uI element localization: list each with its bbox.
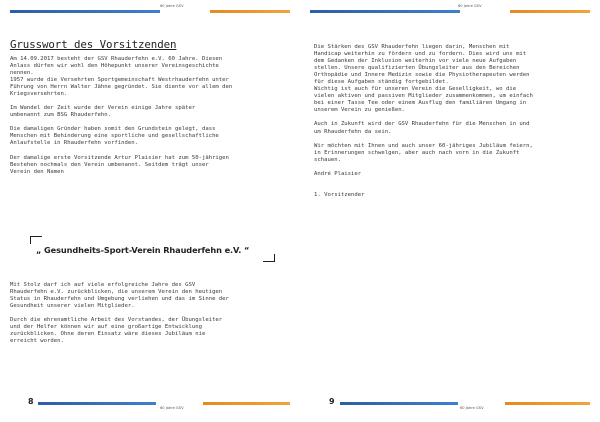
text-line: Durch die ehrenamtliche Arbeit des Vorstandes, der Übungsleiter [10,317,223,324]
text-line: Im Wandel der Zeit wurde der Verein einige Jahre später [10,105,196,112]
text-line: umbenannt zum BSG Rhauderfehn. [10,112,112,119]
text-line: Mit Stolz darf ich auf viele erfolgreiche Jahre des GSV [10,282,196,288]
text-line: Bestehen nochmals den Verein umbenannt. Seitdem trägt unser [10,161,209,168]
header-bar-orange-left [210,10,290,13]
page-number-right: 9 [329,397,335,406]
paragraph-pride [10,282,292,310]
header-bar-blue-left [10,10,160,13]
text-line: Verein den Namen [10,168,64,175]
text-line: 1957 wurde die Versehrten Sportgemeinschaft Westrhauderfehn unter [10,77,229,84]
footer-label-right: 60 Jahre GSV [460,406,484,410]
left-text-top [10,56,292,176]
header-bar-right [310,10,590,13]
text-line: dem Gedanken der Inklusion weiterhin vor viele neue Aufgaben [314,58,517,65]
text-line: Führung von Herrn Walter Jähne gegründet. Sie diente vor allem den [10,84,233,91]
text-line: Der damalige erste Vorsitzende Artur Plaisier hat zum 50-jährigen [10,154,229,161]
paragraph-intro [10,56,292,98]
text-line: bei einer Tasse Tee oder einem Ausflug den familiären Umgang in [314,100,527,107]
text-line: Menschen mit Behinderung eine sportliche und gesellschaftliche [10,133,219,140]
text-line: in Erinnerungen schwelgen, aber auch nach vorn in die Zukunft [314,149,520,156]
text-line: Die damaligen Gründer haben somit den Grundstein gelegt, dass [10,126,216,133]
text-line: Gesundheit unserer vielen Mitglieder. [10,303,135,310]
footer-bar-orange-left [203,402,290,405]
text-line: Handicap weiterhin zu fördern und zu fordern. Dies wird uns mit [314,51,527,58]
text-line: stellen. Unsere qualifizierten Übungsleiter aus den Bereichen [314,65,520,72]
text-line: Anlass dürfen wir wohl den Höhepunkt unserer Vereinsgeschichte [10,63,219,70]
text-line: um Rhauderfehn da sein. [314,128,392,135]
footer-bar-left [38,402,290,405]
text-line: schauen. [314,156,341,163]
signature-name [314,171,594,178]
paragraph-founders [10,126,292,147]
text-line: Status in Rhauderfehn und Umgebung verliehen und das im Sinne der [10,296,229,303]
banner-corner-top-left [30,236,42,244]
banner-corner-bottom-right [263,254,275,262]
paragraph-chairman [10,155,292,176]
paragraph-strengths [314,44,594,114]
left-text-bottom [10,282,292,345]
footer-bar-blue-right [340,402,458,405]
footer-bar-right [340,402,590,405]
text-line: und der Helfer können wir auf eine großartige Entwicklung [10,324,202,331]
text-line: vielen aktiven und passiven Mitglieder zusammenkommen, um einfach [314,93,533,100]
text-line: zurückblicken. Ohne deren Einsatz wäre dieses Jubiläum nie [10,331,206,338]
paragraph-rename [10,105,292,119]
header-label-right: 60 Jahre GSV [458,4,482,8]
text-line: Auch in Zukunft wird der GSV Rhauderfehn für die Menschen in und [314,121,530,128]
text-line: Wichtig ist auch für unseren Verein die Geselligkeit, wo die [314,86,517,93]
club-name: „ Gesundheits-Sport-Verein Rhauderfehn e.V. “ [36,245,250,255]
text-line: erreicht worden. [10,338,64,345]
signature-title [314,192,594,199]
text-line: 1. Vorsitzender [314,191,365,198]
page-number-left: 8 [28,397,34,406]
text-line: für diese Aufgaben ständig fortgebildet. [314,79,449,86]
footer-bar-orange-right [505,402,590,405]
paragraph-volunteers [10,317,292,345]
footer-bar-blue-left [38,402,156,405]
text-line: André Plaisier [314,170,362,177]
text-line: Am 14.09.2017 besteht der GSV Rhauderfehn e.V. 60 Jahre. Diesen [10,56,223,62]
text-line: unserem Verein zu genießen. [314,107,405,114]
paragraph-celebrate [314,143,594,164]
footer-label-left: 60 Jahre GSV [160,406,184,410]
text-line: Rhauderfehn e.V. zurückblicken, die unserem Verein den heutigen [10,289,223,296]
club-name-banner [30,236,275,262]
text-line: Orthopädie und Innere Medizin sowie die Physiotherapeuten werden [314,72,530,79]
page-title: Grusswort des Vorsitzenden [10,38,177,51]
header-bar-orange-right [510,10,590,13]
text-line: Die Stärken des GSV Rhauderfehn liegen darin, Menschen mit [314,44,510,50]
header-bar-blue-right [310,10,460,13]
text-line: nennen. [10,70,34,77]
paragraph-future [314,121,594,135]
text-line: Kriegsversehrten. [10,91,68,98]
right-page [300,0,600,422]
header-bar-left [10,10,290,13]
header-label-left: 60 Jahre GSV [160,4,184,8]
right-text [314,44,594,199]
text-line: Anlaufstelle in Rhauderfehn vorfinden. [10,140,138,147]
text-line: Wir möchten mit Ihnen und auch unser 60-jähriges Jubiläum feiern, [314,142,533,149]
